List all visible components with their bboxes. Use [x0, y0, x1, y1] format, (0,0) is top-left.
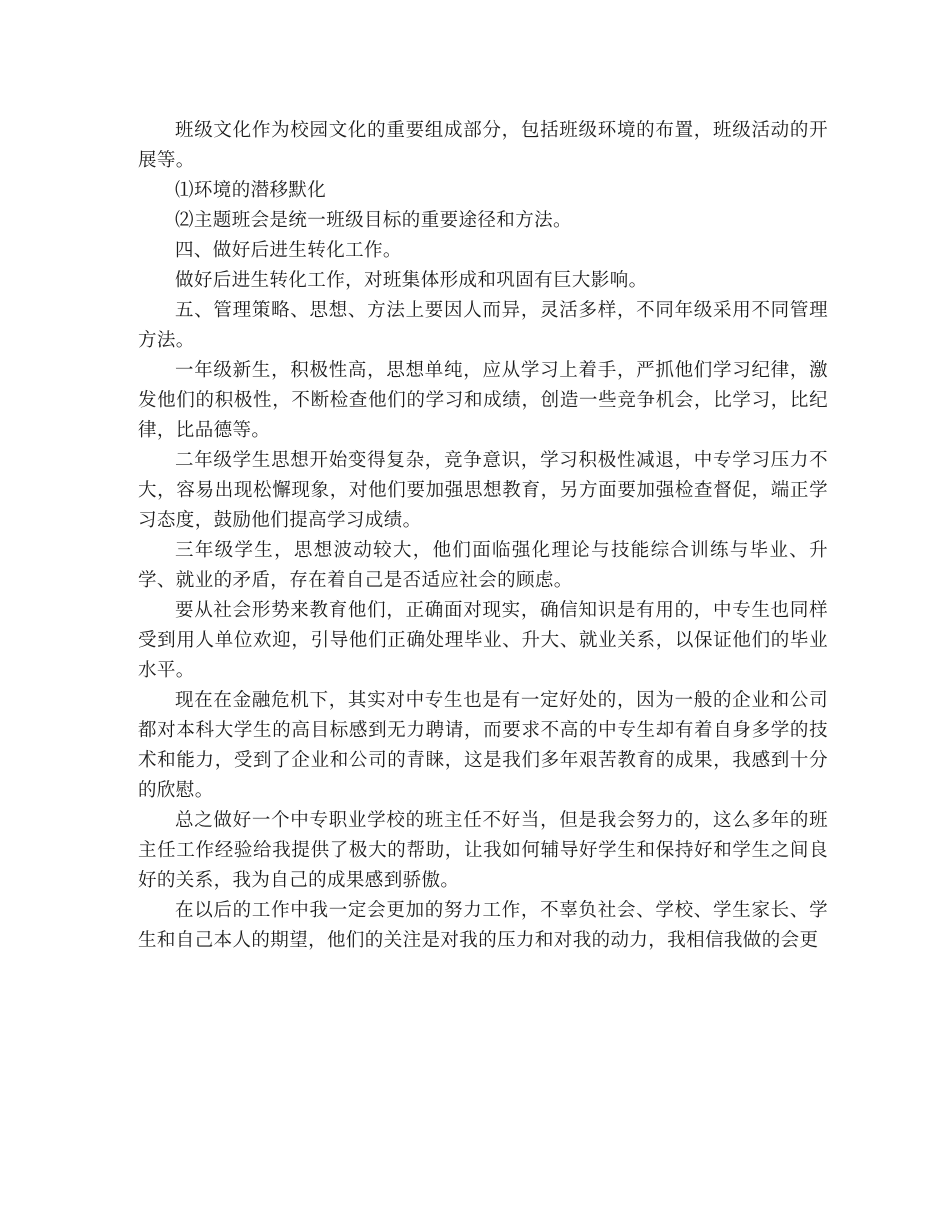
section-heading-five: 五、管理策略、思想、方法上要因人而异，灵活多样，不同年级采用不同管理方法。 — [138, 300, 828, 351]
paragraph-underachiever: 做好后进生转化工作，对班集体形成和巩固有巨大影响。 — [175, 270, 648, 291]
paragraph-class-culture: 班级文化作为校园文化的重要组成部分，包括班级环境的布置，班级活动的开展等。 — [138, 120, 828, 171]
paragraph-third-year: 三年级学生，思想波动较大，他们面临强化理论与技能综合训练与毕业、升学、就业的矛盾，存在着自己是否适应社会的顾虑。 — [138, 540, 828, 591]
section-heading-four: 四、做好后进生转化工作。 — [175, 240, 402, 261]
document-body — [138, 116, 828, 956]
paragraph-social-education: 要从社会形势来教育他们，正确面对现实，确信知识是有用的，中专生也同样受到用人单位欢迎，引导他们正确处理毕业、升大、就业关系，以保证他们的毕业水平。 — [138, 600, 828, 681]
paragraph-environment: ⑴环境的潜移默化 — [175, 180, 327, 201]
paragraph-second-year: 二年级学生思想开始变得复杂，竞争意识，学习积极性减退，中专学习压力不大，容易出现松懈现象，对他们要加强思想教育，另方面要加强检查督促，端正学习态度，鼓励他们提高学习成绩。 — [138, 450, 828, 531]
paragraph-first-year: 一年级新生，积极性高，思想单纯，应从学习上着手，严抓他们学习纪律，激发他们的积极性，不断检查他们的学习和成绩，创造一些竞争机会，比学习，比纪律，比品德等。 — [138, 360, 828, 441]
paragraph-future-work: 在以后的工作中我一定会更加的努力工作，不辜负社会、学校、学生家长、学生和自己本人的期望，他们的关注是对我的压力和对我的动力，我相信我做的会更 — [138, 900, 828, 951]
paragraph-theme-meeting: ⑵主题班会是统一班级目标的重要途径和方法。 — [175, 210, 572, 231]
paragraph-summary: 总之做好一个中专职业学校的班主任不好当，但是我会努力的，这么多年的班主任工作经验给我提供了极大的帮助，让我如何辅导好学生和保持好和学生之间良好的关系，我为自己的成果感到骄傲。 — [138, 810, 828, 891]
paragraph-financial-crisis: 现在在金融危机下，其实对中专生也是有一定好处的，因为一般的企业和公司都对本科大学生的高目标感到无力聘请，而要求不高的中专生却有着自身多学的技术和能力，受到了企业和公司的青睐，这是我们多年艰苦教育的成果，我感到十分的欣慰。 — [138, 690, 828, 801]
